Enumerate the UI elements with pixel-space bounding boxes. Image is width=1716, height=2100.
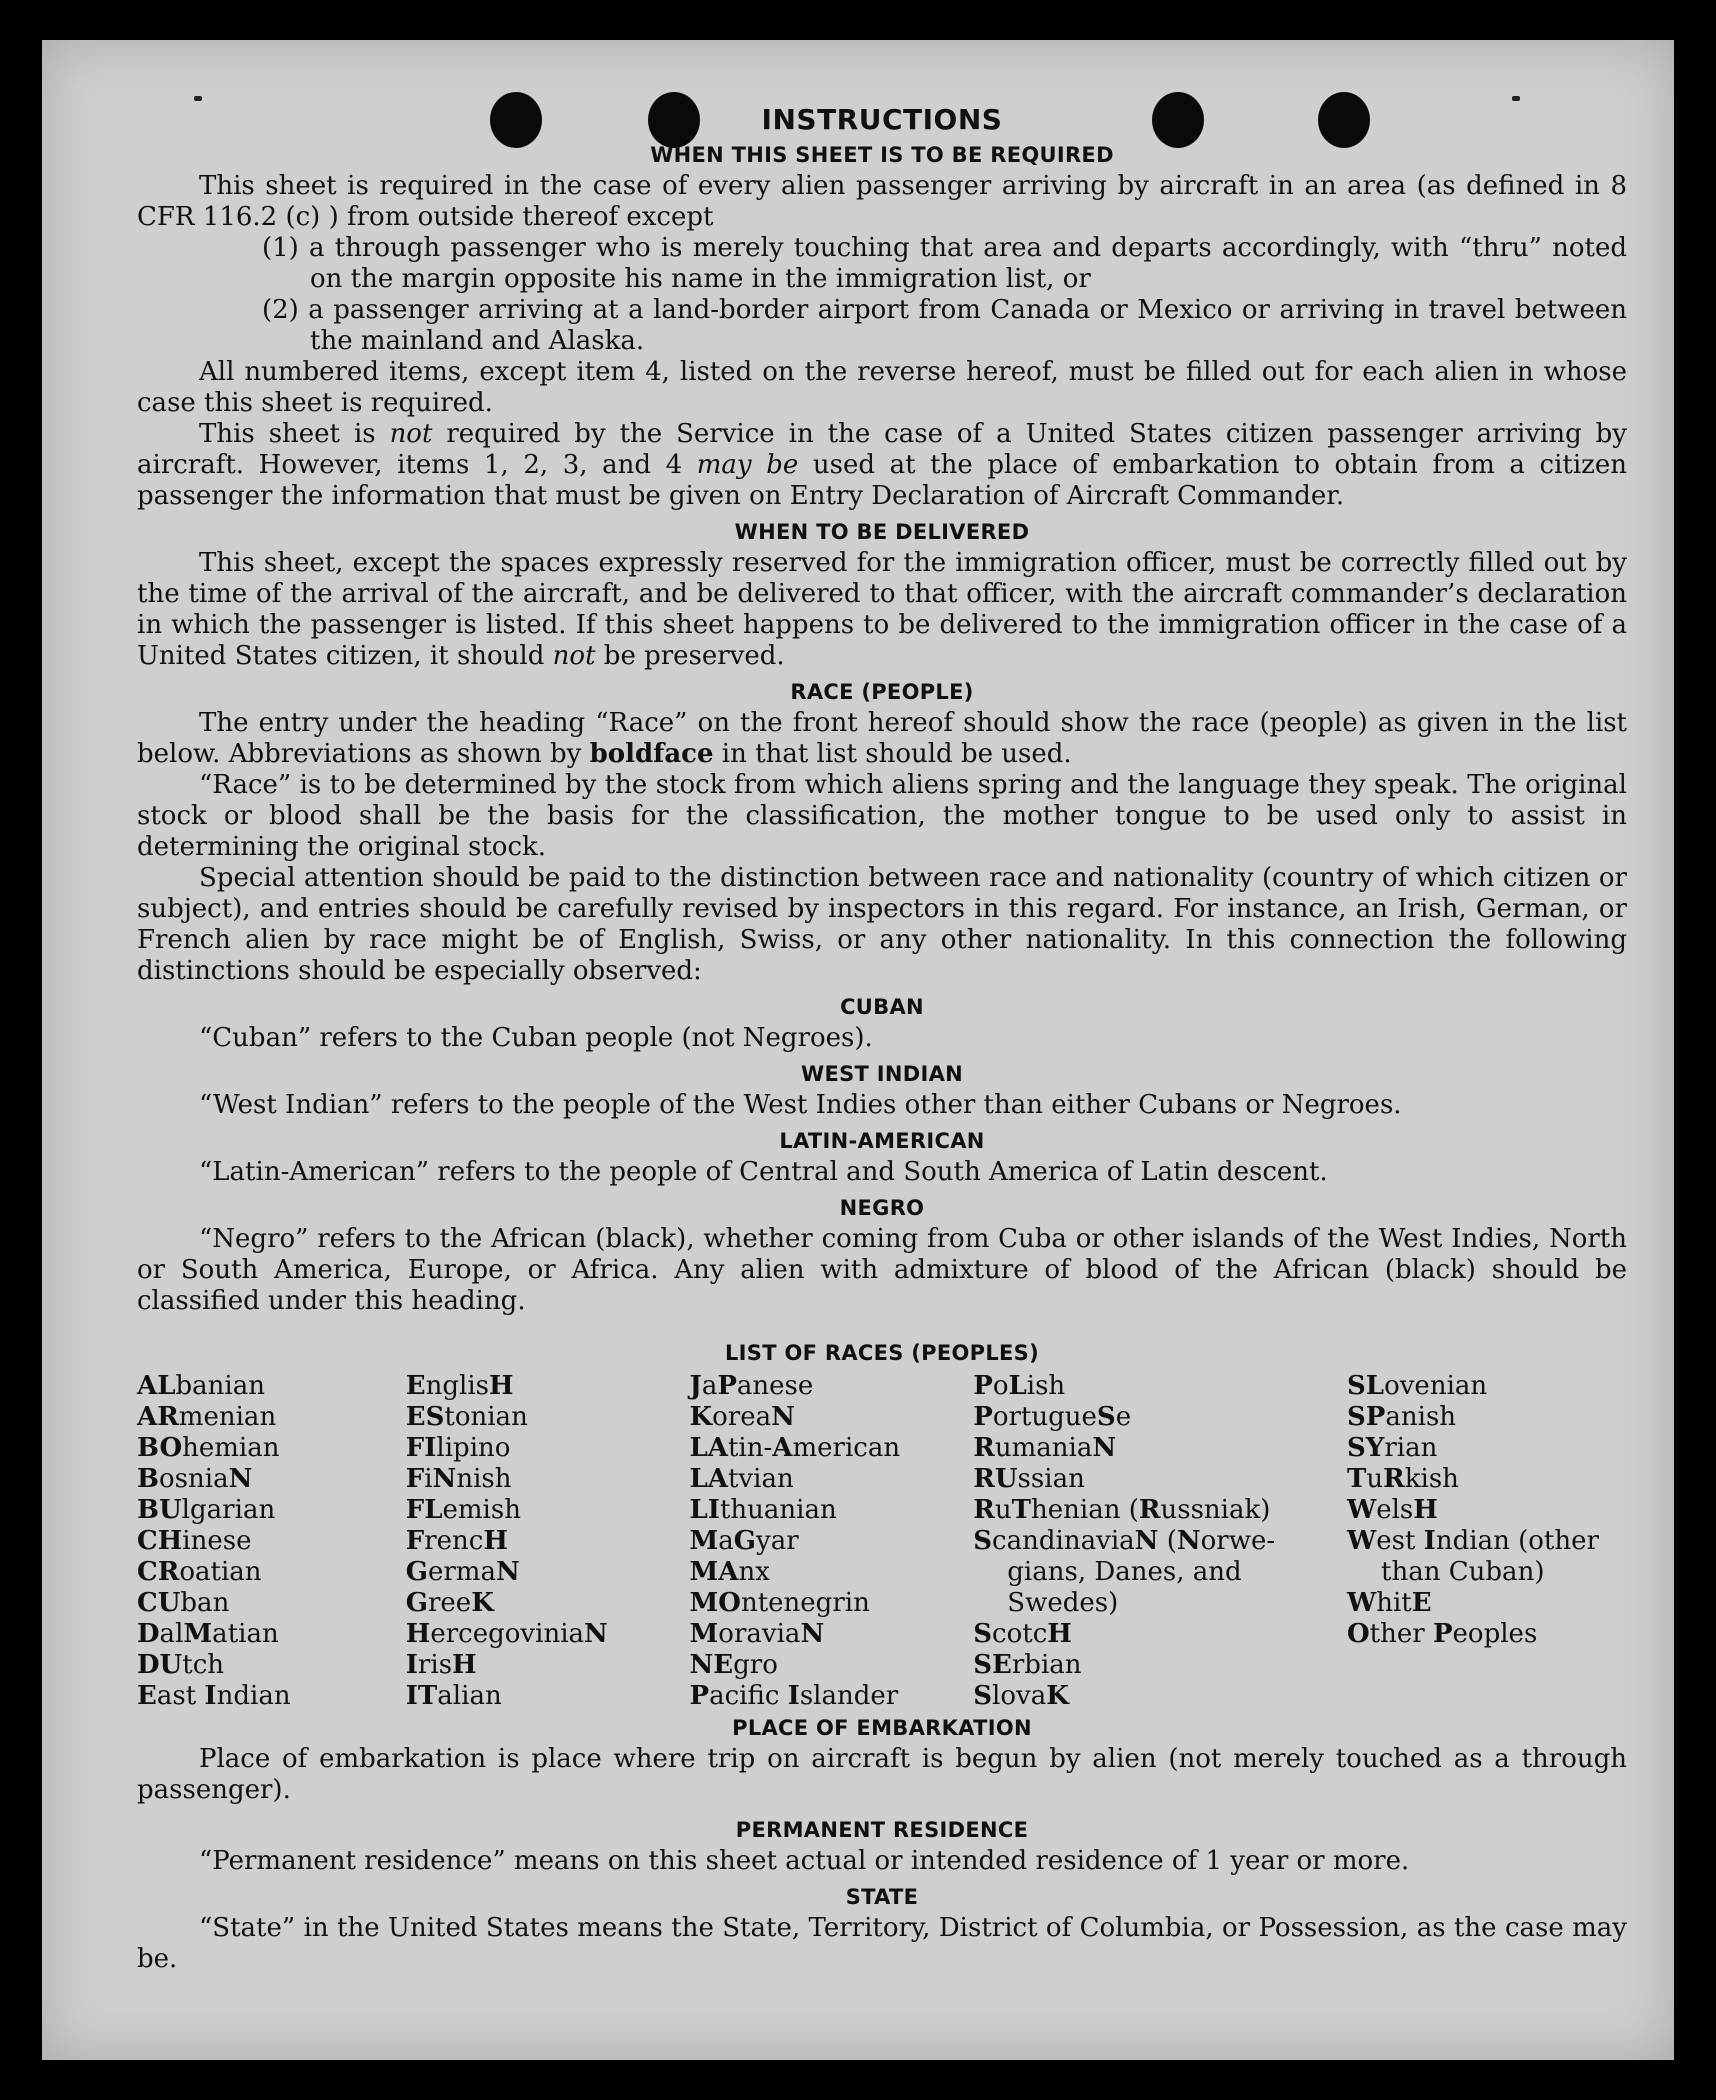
race-entry: East Indian — [137, 1681, 291, 1711]
race-entry: CRoatian — [137, 1557, 262, 1587]
paragraph: Place of embarkation is place where trip on aircraft is begun by alien (not merely touched as a through passenger). — [137, 1744, 1627, 1805]
race-column — [973, 1371, 1333, 1712]
paragraph — [137, 419, 1627, 512]
race-entry: SLovenian — [1347, 1371, 1488, 1401]
race-entry: WelsH — [1347, 1495, 1438, 1525]
race-entry: SErbian — [973, 1650, 1082, 1680]
race-column — [406, 1371, 676, 1712]
race-entry: SlovaK — [973, 1681, 1069, 1711]
race-list — [137, 1371, 1627, 1712]
race-entry: BosniaN — [137, 1464, 253, 1494]
race-entry: ALbanian — [137, 1371, 265, 1401]
paragraph: “Negro” refers to the African (black), whether coming from Cuba or other islands of the West Indies, North or South America, Europe, or Africa. Any alien with admixture of blood of the African (black) should be classified under this heading. — [137, 1224, 1627, 1316]
text-run-italic: not — [552, 641, 596, 671]
race-column — [1347, 1371, 1627, 1712]
race-entry: EnglisH — [405, 1371, 514, 1401]
race-entry: BOhemian — [137, 1433, 280, 1463]
race-entry: SPanish — [1347, 1402, 1457, 1432]
race-column — [137, 1371, 392, 1712]
race-entry: MaGyar — [689, 1526, 799, 1556]
section-heading: WHEN TO BE DELIVERED — [734, 520, 1030, 544]
race-entry: MOntenegrin — [689, 1588, 870, 1618]
race-entry: ITalian — [405, 1681, 502, 1711]
race-entry: gians, Danes, and — [1007, 1557, 1242, 1587]
race-entry: ScotcH — [973, 1619, 1072, 1649]
race-entry: KoreaN — [689, 1402, 795, 1432]
paragraph: “West Indian” refers to the people of the West Indies other than either Cubans or Negroes. — [199, 1090, 1402, 1120]
section-heading: PERMANENT RESIDENCE — [735, 1818, 1029, 1842]
section-heading: PLACE OF EMBARKATION — [732, 1716, 1032, 1740]
list-item: (2) a passenger arriving at a land-border airport from Canada or Mexico or arriving in travel between the mainland and Alaska. — [262, 295, 1627, 356]
race-entry: SYrian — [1347, 1433, 1438, 1463]
text-run: This sheet, except the spaces expressly reserved for the immigration officer, must be correctly filled out by the time of the arrival of the aircraft, and be delivered to that officer, with the aircraft commander’s declaration in which the passenger is listed. If this sheet happens to be delivered to the immigration officer in the case of a United States citizen, it should — [137, 548, 1627, 671]
paragraph: All numbered items, except item 4, listed on the reverse hereof, must be filled out for each alien in whose case this sheet is required. — [137, 357, 1627, 418]
race-entry: MoraviaN — [689, 1619, 825, 1649]
race-entry: LAtvian — [689, 1464, 794, 1494]
section-heading: RACE (PEOPLE) — [790, 680, 974, 704]
paragraph — [137, 708, 1627, 770]
page-title: INSTRUCTIONS — [761, 103, 1003, 136]
text-run-italic: not — [389, 419, 433, 449]
paragraph: “Cuban” refers to the Cuban people (not Negroes). — [199, 1023, 873, 1053]
race-entry: PortugueSe — [973, 1402, 1132, 1432]
paragraph: “Permanent residence” means on this sheet actual or intended residence of 1 year or more. — [199, 1846, 1410, 1876]
section-heading: STATE — [845, 1885, 919, 1909]
race-entry: West Indian (other — [1347, 1526, 1599, 1556]
race-entry: FIlipino — [405, 1433, 511, 1463]
paragraph: “Race” is to be determined by the stock from which aliens spring and the language they speak. The original stock or blood shall be the basis for the classification, the mother tongue to be used only to assist in determining the original stock. — [137, 770, 1627, 862]
section-heading: WEST INDIAN — [800, 1062, 964, 1086]
text-run: This sheet is — [199, 419, 390, 449]
race-entry: BUlgarian — [137, 1495, 276, 1525]
race-entry: DUtch — [137, 1650, 224, 1680]
race-entry: ScandinaviaN (Norwe- — [973, 1526, 1276, 1556]
text-run: The entry under the heading “Race” on the front hereof should show the race (people) as given in the list below. Abbreviations as shown by — [137, 708, 1627, 769]
document-page — [42, 40, 1674, 2060]
race-entry: FLemish — [405, 1495, 521, 1525]
paragraph: Special attention should be paid to the distinction between race and nationality (country of which citizen or subject), and entries should be carefully revised by inspectors in this regard. For instance, an Irish, German, or French alien by race might be of English, Swiss, or any other nationality. In this connection the following distinctions should be especially observed: — [137, 863, 1627, 986]
text-run: required by the Service in the case of a United States citizen passenger arriving by aircraft. However, items 1, 2, 3, and 4 — [137, 419, 1627, 480]
race-entry: ARmenian — [137, 1402, 277, 1432]
paragraph: “State” in the United States means the State, Territory, District of Columbia, or Possession, as the case may be. — [137, 1913, 1627, 1974]
race-column — [690, 1371, 960, 1712]
race-entry: DalMatian — [137, 1619, 279, 1649]
text-run-italic: may be — [696, 450, 799, 480]
paragraph: This sheet is required in the case of every alien passenger arriving by aircraft in an area (as defined in 8 CFR 116.2 (c) ) from outside thereof except — [137, 171, 1627, 232]
paragraph: “Latin-American” refers to the people of Central and South America of Latin descent. — [199, 1157, 1328, 1187]
text-run: used at the place of embarkation to obtain from a citizen passenger the information that must be given on Entry Declaration of Aircraft Commander. — [137, 450, 1628, 511]
document-body — [137, 104, 1627, 1975]
race-entry: EStonian — [405, 1402, 528, 1432]
race-entry: Other Peoples — [1347, 1619, 1538, 1649]
section-heading: LIST OF RACES (PEOPLES) — [724, 1341, 1039, 1365]
race-entry: FiNnish — [405, 1464, 512, 1494]
race-entry: CUban — [137, 1588, 230, 1618]
text-run: be preserved. — [595, 641, 785, 671]
section-heading: CUBAN — [840, 995, 924, 1019]
race-entry: GermaN — [405, 1557, 520, 1587]
race-entry: RUssian — [973, 1464, 1085, 1494]
race-entry: MAnx — [689, 1557, 770, 1587]
race-entry: CHinese — [137, 1526, 252, 1556]
speck — [194, 96, 202, 101]
race-entry: LIthuanian — [689, 1495, 837, 1525]
race-entry: PoLish — [973, 1371, 1066, 1401]
race-entry: HercegoviniaN — [405, 1619, 608, 1649]
race-entry: than Cuban) — [1381, 1557, 1545, 1587]
race-entry: GreeK — [405, 1588, 494, 1618]
race-entry: Swedes) — [1007, 1588, 1119, 1618]
race-entry: FrencH — [405, 1526, 508, 1556]
race-entry: Pacifc Islander — [689, 1681, 899, 1711]
paragraph — [137, 548, 1627, 672]
race-entry: WhitE — [1347, 1588, 1432, 1618]
race-entry: JaPanese — [689, 1371, 814, 1401]
section-heading: NEGRO — [839, 1196, 925, 1220]
race-entry: LAtin-American — [689, 1433, 901, 1463]
race-entry: NEgro — [689, 1650, 778, 1680]
race-entry: RumaniaN — [973, 1433, 1117, 1463]
text-run-bold: boldface — [589, 739, 714, 769]
text-run: in that list should be used. — [713, 739, 1072, 769]
speck — [1512, 96, 1520, 101]
race-entry: RuThenian (Russniak) — [973, 1495, 1271, 1525]
section-heading: WHEN THIS SHEET IS TO BE REQUIRED — [650, 143, 1114, 167]
section-heading: LATIN-AMERICAN — [779, 1129, 985, 1153]
race-entry: IrisH — [405, 1650, 477, 1680]
list-item: (1) a through passenger who is merely touching that area and departs accordingly, with “thru” noted on the margin opposite his name in the immigration list, or — [262, 233, 1627, 294]
race-entry: TuRkish — [1347, 1464, 1459, 1494]
